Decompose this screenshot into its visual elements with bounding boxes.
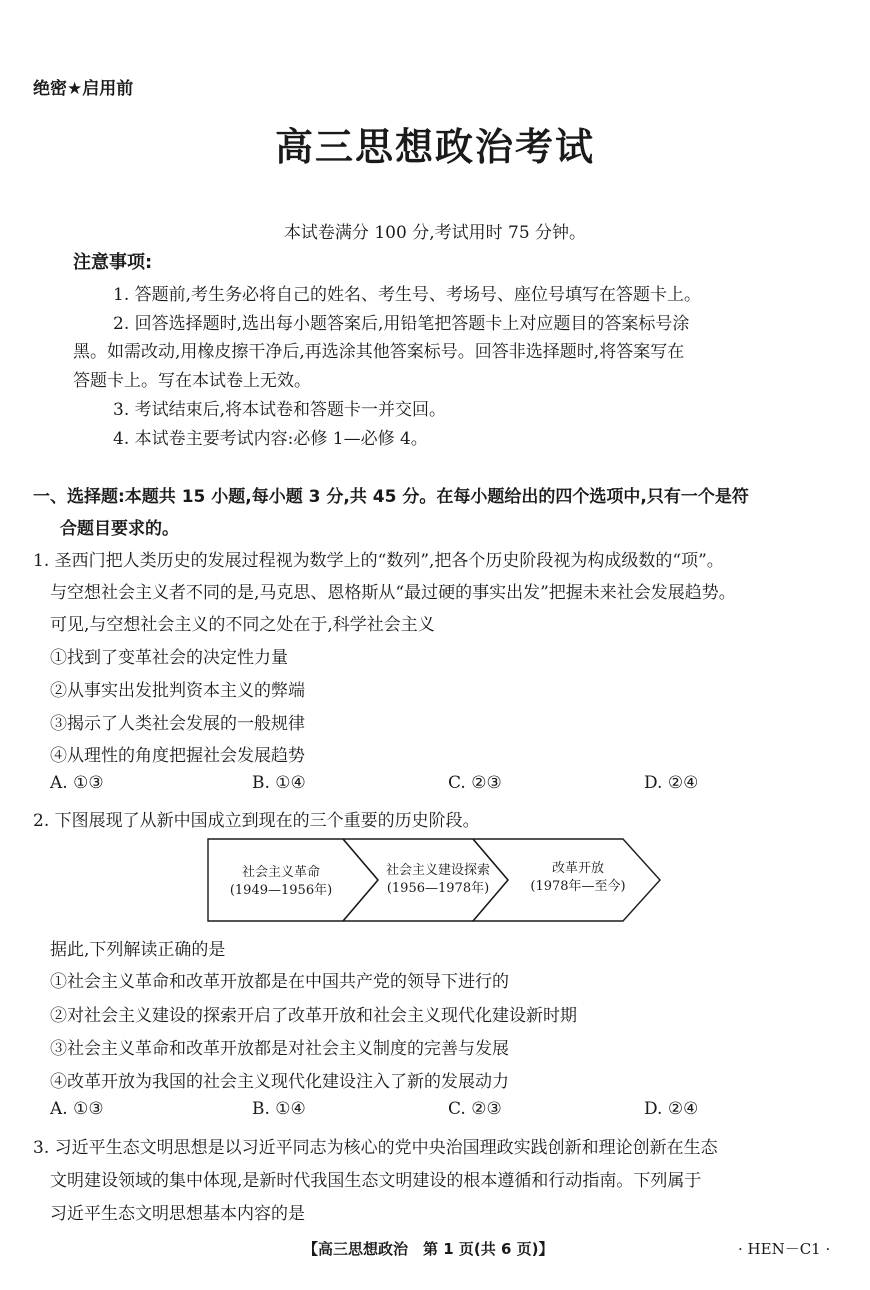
question-1-statement-2: ②从事实出发批判资本主义的弊端 — [50, 681, 305, 701]
notice-item-2-cont: 黑。如需改动,用橡皮擦干净后,再选涂其他答案标号。回答非选择题时,将答案写在 — [73, 342, 685, 362]
question-2-statement-3: ③社会主义革命和改革开放都是对社会主义制度的完善与发展 — [50, 1039, 509, 1059]
notice-item-2-cont2: 答题卡上。写在本试卷上无效。 — [73, 371, 311, 391]
notice-heading: 注意事项: — [73, 252, 153, 273]
section-heading-cont: 合题目要求的。 — [60, 519, 179, 539]
question-2-option-a[interactable]: A. ①③ — [50, 1099, 104, 1119]
question-3-stem-cont: 文明建设领域的集中体现,是新时代我国生态文明建设的根本遵循和行动指南。下列属于 — [50, 1171, 702, 1191]
question-1-statement-3: ③揭示了人类社会发展的一般规律 — [50, 714, 305, 734]
question-2-statement-1: ①社会主义革命和改革开放都是在中国共产党的领导下进行的 — [50, 972, 509, 992]
question-2-statement-2: ②对社会主义建设的探索开启了改革开放和社会主义现代化建设新时期 — [50, 1006, 577, 1026]
question-3-stem-cont2: 习近平生态文明思想基本内容的是 — [50, 1204, 305, 1224]
question-1-stem-cont2: 可见,与空想社会主义的不同之处在于,科学社会主义 — [50, 615, 435, 635]
question-1-option-c[interactable]: C. ②③ — [448, 773, 502, 793]
question-1-option-a[interactable]: A. ①③ — [50, 773, 104, 793]
question-1-stem-cont: 与空想社会主义者不同的是,马克思、恩格斯从“最过硬的事实出发”把握未来社会发展趋势。 — [50, 583, 736, 603]
stage-1-name: 社会主义革命 — [241, 865, 321, 880]
question-2-option-b[interactable]: B. ①④ — [252, 1099, 306, 1119]
stage-1-shape — [208, 839, 378, 921]
stage-1-years: (1949—1956年) — [229, 883, 333, 898]
section-heading: 一、选择题:本题共 15 小题,每小题 3 分,共 45 分。在每小题给出的四个选项中,只有一个是符 — [33, 487, 749, 507]
stage-divider — [473, 839, 508, 921]
stage-3-name: 改革开放 — [551, 861, 605, 876]
stage-2-years: (1956—1978年) — [386, 881, 490, 896]
notice-item-3: 3. 考试结束后,将本试卷和答题卡一并交回。 — [113, 400, 447, 420]
question-2-statement-4: ④改革开放为我国的社会主义现代化建设注入了新的发展动力 — [50, 1072, 509, 1092]
question-3-stem: 3. 习近平生态文明思想是以习近平同志为核心的党中央治国理政实践创新和理论创新在生态 — [33, 1138, 718, 1158]
question-2-option-c[interactable]: C. ②③ — [448, 1099, 502, 1119]
question-1-statement-4: ④从理性的角度把握社会发展趋势 — [50, 746, 305, 766]
confidential-mark: 绝密★启用前 — [33, 79, 134, 99]
notice-item-1: 1. 答题前,考生务必将自己的姓名、考生号、考场号、座位号填写在答题卡上。 — [113, 285, 702, 305]
stage-2-name: 社会主义建设探索 — [385, 863, 491, 878]
stage-3-years: (1978年—至今) — [530, 879, 626, 894]
notice-item-2: 2. 回答选择题时,选出每小题答案后,用铅笔把答题卡上对应题目的答案标号涂 — [113, 314, 690, 334]
question-2-stem: 2. 下图展现了从新中国成立到现在的三个重要的历史阶段。 — [33, 811, 480, 831]
history-stages-diagram — [205, 836, 665, 924]
page-footer-label: 【高三思想政治 第 1 页(共 6 页)】 — [303, 1240, 554, 1258]
exam-title: 高三思想政治考试 — [274, 125, 595, 169]
notice-item-4: 4. 本试卷主要考试内容:必修 1—必修 4。 — [113, 429, 428, 449]
question-1-option-d[interactable]: D. ②④ — [644, 773, 699, 793]
question-2-option-d[interactable]: D. ②④ — [644, 1099, 699, 1119]
exam-intro: 本试卷满分 100 分,考试用时 75 分钟。 — [283, 223, 587, 243]
question-2-prompt: 据此,下列解读正确的是 — [50, 940, 226, 960]
question-1-option-b[interactable]: B. ①④ — [252, 773, 306, 793]
question-1-stem: 1. 圣西门把人类历史的发展过程视为数学上的“数列”,把各个历史阶段视为构成级数的“项”。 — [33, 551, 724, 571]
question-1-statement-1: ①找到了变革社会的决定性力量 — [50, 648, 288, 668]
page-footer-code: · HEN－C1 · — [738, 1240, 831, 1258]
